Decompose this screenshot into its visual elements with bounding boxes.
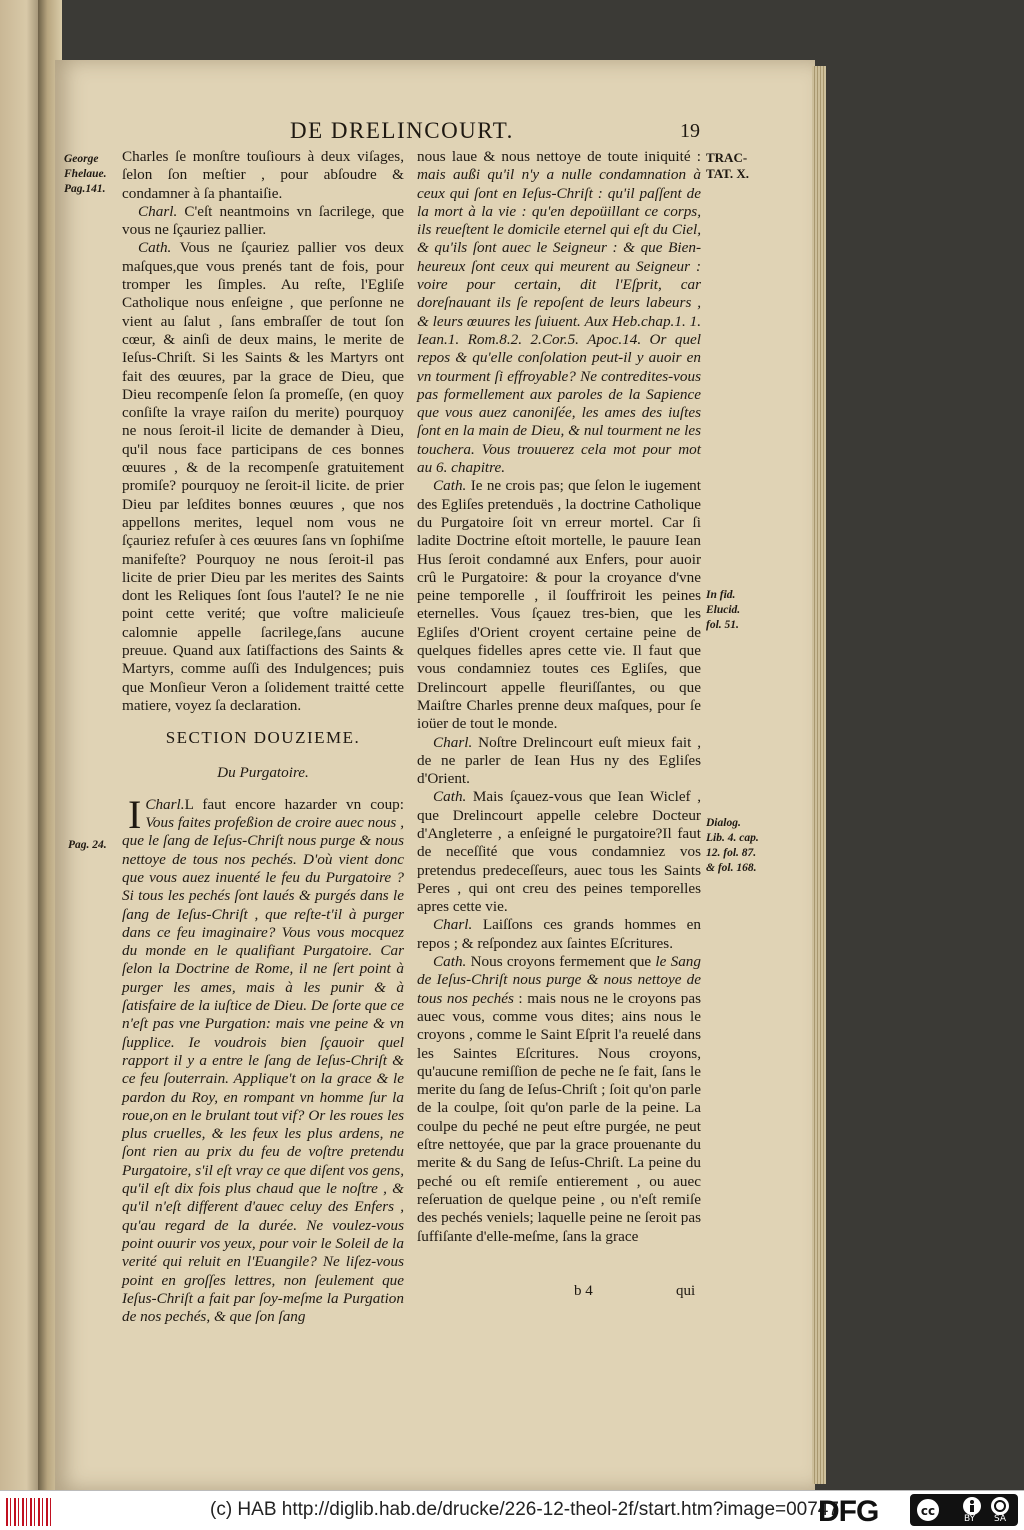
paragraph: Charl. I L faut encore hazarder vn coup: Vous faites profeßion de croire auec nous , que le ſang de Ieſus-Chriſt nous purge & nous nettoye de tous nos pechés. D'où vient donc que vous auez inuenté le feu du Purgatoire ? Si tous les pechés ſont laués & purgés dans le ſang de Ieſus-Chriſt , que reſte-t'il à purger dans ce feu imaginaire? Vous vous mocquez du monde en le qualifiant Purgatoire. Car ſelon la Doctrine de Rome, il ne ſert point à purger les ames, mais à les punir & à ſatisfaire de la iuſtice de Dieu. De ſorte que ce n'eſt pas vne Purgation: mais vne peine & vn ſupplice. Ie voudrois bien ſçauoir quel rapport il y a entre le ſang de Ieſus-Chriſt & ce feu ſouterrain. Applique't on la grace & le pardon du Roy, en rompant vn homme ſur la roue,on en le brulant tout vif? Or les roues les plus cruelles, & les feux les plus ardens, ne ſont rien au prix du feu de voſtre pretendu Purgatoire, s'il eſt vray ce que diſent vos gens, qu'il eſt dix fois plus chaud que le noſtre , & qu'il n'eſt different d'auec celuy des Enfers , qu'au regard de la durée. Ne voulez-vous point ouurir vos yeux, pour voir le Soleil de la verité qui reluit en l'Euangile? Ne liſez-vous point en groſſes lettres, non ſeulement que Ieſus-Chriſt a fait par ſoy-meſme la Purgation de nos pechés, & que ſon ſang (122, 791, 405, 1326)
margin-note-infid: In fid. Elucid. fol. 51. (706, 589, 741, 631)
signature-mark: b 4 (574, 1283, 593, 1299)
running-title: DE DRELINCOURT. (290, 118, 514, 143)
paragraph: Charles ſe monſtre touſiours à deux viſages, ſelon ſon meſtier , pour abſoudre & condamner à ſa phantaiſie. (122, 148, 404, 202)
page-stack-edge (812, 66, 826, 1484)
margin-note-tractat: TRAC-TAT. X. (706, 150, 749, 181)
drop-cap: I (128, 791, 142, 837)
paragraph: Charl. C'eſt neantmoins vn ſacrilege, que vous ne ſçauriez pallier. (122, 202, 404, 239)
cc-license-badge[interactable] (910, 1494, 1018, 1526)
paragraph: Charl. Noſtre Drelincourt euſt mieux fait , de ne parler de Iean Hus ny des Egliſes d'Orient. (417, 733, 701, 788)
speaker-label: Charl. (433, 733, 473, 751)
sa-icon (990, 1496, 1010, 1516)
paragraph: Charl. Laiſſons ces grands hommes en repos ; & reſpondez aux ſaintes Eſcritures. (417, 916, 701, 952)
paragraph: Cath. Vous ne ſçauriez pallier vos deux maſques,que vous prenés tant de fois, pour tromper les ſimples. Au reſte, l'Egliſe Catholique nous enſeigne , que perſonne ne vient au ſalut , ſans embraſſer de tout ſon cœur, & ainſi de deux mains, le merite de Ieſus-Chriſt. Si les Saints & les Martyrs ont fait des œuures, par la grace de Dieu, que Dieu recompenſe ſelon ſa promeſſe, (en quoy conſiſte la vraye raiſon du merite) pourquoy ne nous ſeroit-il licite de demander à Dieu, qu'il nous face participans de ces bonnes œuures , & de la recompenſe gratuitement promiſe? pourquoy ne ſeroit-il licite. de prier Dieu par leſdites bonnes œuures , que nos appellons merites, lequel nom vous ne ſçauriez refuſer à ces œuures ſans vn ſophiſme manifeſte? Pourquoy ne nous ſeroit-il pas licite de prier Dieu par les merites des Saints dont les Reliques ſont ſous l'autel? Ie ne nie point cette verité; que voſtre malicieuſe calomnie appelle ſacrilege,ſans aucune preuue. Quand aux ſatiſfactions des Saints & Martyrs, comme auſſi des Indulgences; puis que Monſieur Veron a ſolidement traitté cette matiere, voyez ſa declaration. (122, 239, 404, 714)
speaker-label: Cath. (433, 788, 467, 806)
speaker-label: Cath. (433, 953, 467, 971)
margin-note-pag24: Pag. 24. (68, 839, 107, 851)
speaker-label: Charl. (138, 202, 178, 220)
barcode-logo-icon (6, 1498, 52, 1526)
paragraph: Cath. Ie ne crois pas; que ſelon le iugement des Egliſes pretenduës , la doctrine Catholique du Purgatoire ſoit vn erreur mortel. Car ſi ladite Doctrine eſtoit mortelle, le pauure Iean Hus ſeroit condamné aux Enfers, pour auoir crû le Purgatoire: & pour la croyance d'vne peine temporelle , il ſouffriroit les peines eternelles. Vous ſçauez tres-bien, que les Egliſes d'Orient croyent certaine peine de quelques fidelles apres cette vie. Il faut que vous condamniez toutes ces Egliſes, que Drelincourt appelle fleuriſſantes, ou que Maiſtre Charles prenne deux maſques, pour ſe ioüer de tout le monde. (417, 477, 701, 733)
cc-icon (914, 1496, 942, 1524)
paragraph: Cath. Nous croyons fermement que le Sang de Ieſus-Chriſt nous purge & nous nettoye de tous nos pechés : mais nous ne le croyons pas auec vous, comme vous dites; ains nous le croyons , comme le Saint Eſprit l'a reuelé dans les Saintes Eſcritures. Nous croyons, qu'aucune remiſſion de peche ne ſe fait, ſans le merite du ſang de Ieſus-Chriſt ; ſoit qu'on parle de la coulpe, ſoit qu'on parle de la peine. La coulpe du peché ne peut eſtre purgée, ne peut eſtre nettoyée, que par la grace prouenante du merite & du Sang de Ieſus-Chriſt. La peine du peché ou eſt remiſe entierement , ou auec reſeruation de quelque peine , ou n'eſt remiſe des pechés veniels; laquelle peine ne ſeroit pas ſuffiſante d'elle-meſme, ſans la grace (417, 953, 701, 1245)
right-text-column (417, 148, 701, 1246)
page-number: 19 (680, 120, 700, 142)
section-title: SECTION DOUZIEME. (165, 728, 361, 748)
by-icon (962, 1496, 982, 1516)
sa-label: SA (994, 1514, 1007, 1524)
left-text-column (122, 148, 404, 1326)
speaker-label: Charl. (433, 916, 473, 934)
dfg-logo: DFG (818, 1495, 879, 1528)
catchword: qui (676, 1283, 696, 1299)
paragraph: nous laue & nous nettoye de toute iniquité : mais außi qu'il n'y a nulle condamnation à ceux qui ſont en Ieſus-Chriſt : qu'il paſſent de la mort à la vie : qu'en depoüillant ce corps, ils reueſtent le domicile eternel qui eſt du Ciel, & qu'ils ſont auec le Seigneur : & que Bien-heureux ſont ceux qui meurent au Seigneur : voire pour certain, dit l'Eſprit, car doreſnauant ils ſe repoſent de leurs labeurs , & leurs œuures les ſuiuent. Aux Heb.chap.1. 1. Iean.1. Rom.8.2. 2.Cor.5. Apoc.14. Or quel repos & qu'elle conſolation peut-il y auoir en vn tourment ſi effroyable? Ne contredites-vous pas formellement aux paroles de la Sapience que vous auez canoniſée, les ames des iuſtes ſont en la main de Dieu, & nul tourment ne les touchera. Vous trouuerez cela mot pour mot au 6. chapitre. (417, 148, 701, 477)
by-label: BY (964, 1514, 976, 1524)
svg-text:cc: cc (920, 1504, 936, 1518)
speaker-label: Cath. (138, 239, 172, 257)
margin-note-left-top: George Fhelaue. Pag.141. (64, 153, 107, 195)
section-subtitle: Du Purgatoire. (217, 763, 309, 781)
viewer-footer (0, 1490, 1024, 1530)
margin-note-dialog: Dialog. Lib. 4. cap. 12. fol. 87. & fol. 168. (706, 817, 759, 874)
credit-link[interactable]: (c) HAB http://diglib.hab.de/drucke/226-12-theol-2f/start.htm?image=00747 (210, 1499, 839, 1520)
speaker-label: Cath. (433, 477, 467, 495)
speaker-label: Charl. (145, 795, 185, 813)
paragraph: Cath. Mais ſçauez-vous que Iean Wiclef , que Drelincourt appelle celebre Docteur d'Angleterre , a enſeigné le purgatoire?Il faut de neceſſité que vous condamniez vos pretendus predeceſſeurs, auec tous les Saints Peres , qui ont creu des peines temporelles apres cette vie. (417, 788, 701, 916)
